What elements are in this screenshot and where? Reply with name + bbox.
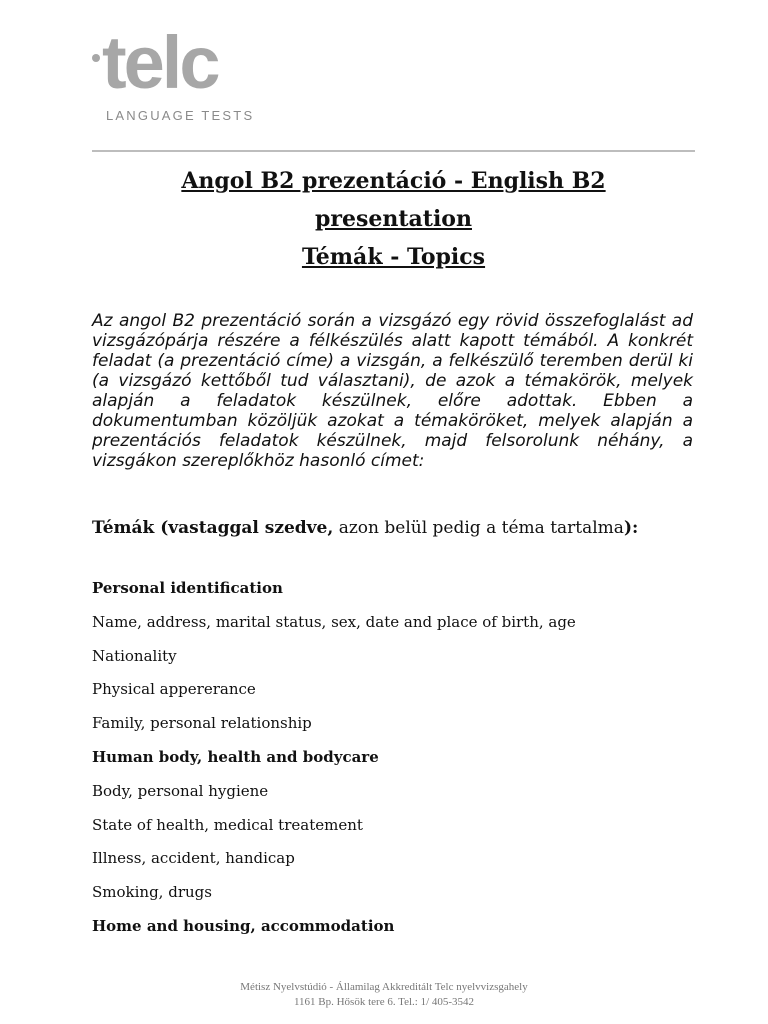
topic-item: Physical appererance [92, 680, 256, 699]
logo-subtitle: LANGUAGE TESTS [106, 108, 255, 123]
page-footer [0, 980, 768, 1010]
title-line-2: presentation [315, 206, 472, 232]
topic-list [92, 576, 692, 948]
topic-item: Human body, health and bodycare [92, 747, 379, 766]
topic-item: State of health, medical treatement [92, 815, 363, 834]
topic-item: Personal identification [92, 579, 283, 597]
topics-heading-end: ): [623, 518, 639, 538]
topic-item: Home and housing, accommodation [92, 916, 395, 935]
topics-heading-normal: azon belül pedig a téma tartalma [333, 518, 624, 538]
topic-item: Family, personal relationship [92, 714, 312, 733]
logo-dot-icon [92, 54, 100, 62]
topics-heading [92, 518, 712, 538]
telc-logo: telc LANGUAGE TESTS [92, 40, 242, 126]
topic-item: Body, personal hygiene [92, 781, 269, 800]
header-divider [92, 150, 695, 152]
footer-line-1: Métisz Nyelvstúdió - Államilag Akkreditált Telc nyelvvizsgahely [240, 981, 528, 993]
topic-item: Name, address, marital status, sex, date and place of birth, age [92, 612, 576, 631]
title-line-3: Témák - Topics [301, 244, 486, 270]
page-title [92, 162, 695, 276]
topic-item: Nationality [92, 646, 177, 665]
topics-heading-bold: Témák (vastaggal szedve, [92, 518, 334, 538]
footer-line-2: 1161 Bp. Hősök tere 6. Tel.: 1/ 405-3542 [293, 996, 475, 1008]
intro-paragraph: Az angol B2 prezentáció során a vizsgázó egy rövid összefoglalást ad vizsgázópárja részére a félkészülés alatt kapott témából. A konkrét feladat (a prezentáció címe) a vizsgán, a felkészülő teremben derül ki (a vizsgázó kettőből tud választani), de azok a témakörök, melyek alapján a feladatok készülnek, előre adottak. Ebben a dokumentumban közöljük azokat a témaköröket, melyek alapján a prezentációs feladatok készülnek, majd felsorolunk néhány, a vizsgákon szereplőkhöz hasonló címet: [92, 311, 693, 471]
topic-item: Smoking, drugs [92, 883, 212, 902]
title-line-1: Angol B2 prezentáció - English B2 [181, 168, 606, 194]
topic-item: Illness, accident, handicap [92, 849, 295, 868]
